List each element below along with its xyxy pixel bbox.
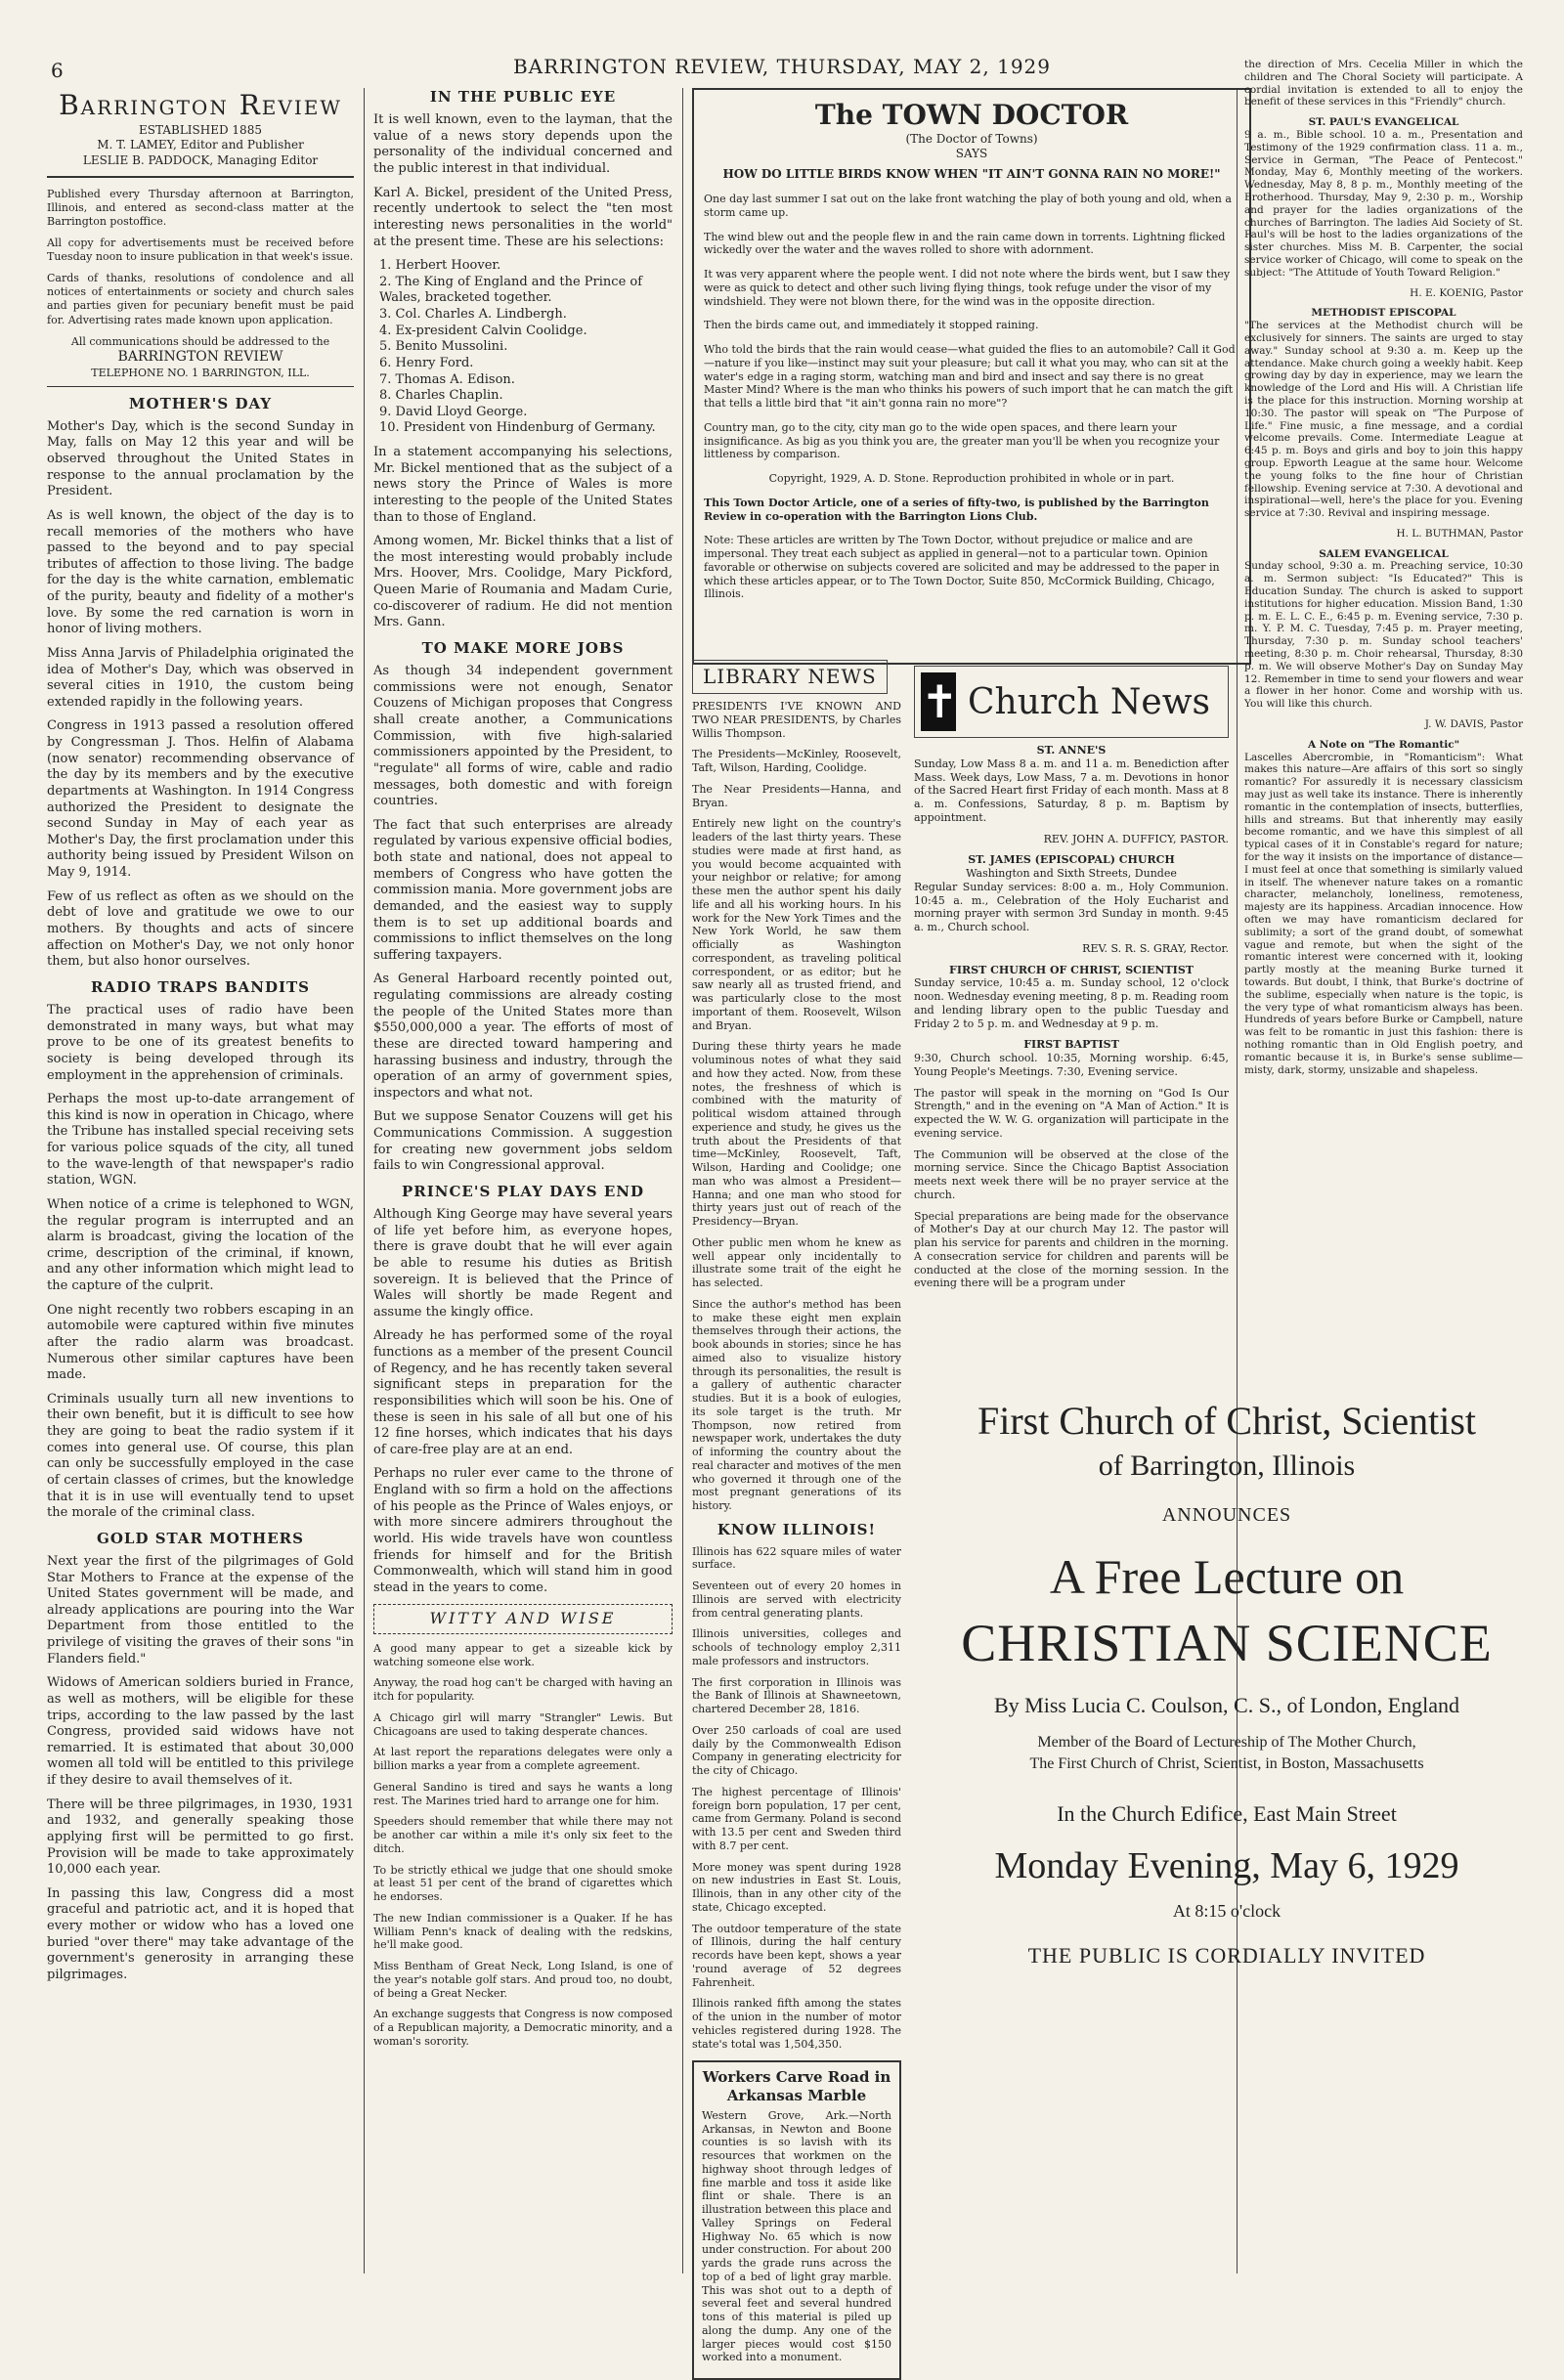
first-baptist-paragraph: The Communion will be observed at the close of the morning service. Since the Chicago Baptist Association meets next week there will be no prayer service at the church. [914, 1147, 1229, 1201]
town-doctor-paragraph: The wind blew out and the people flew in and the rain came down in torrents. Lightning flicked wickedly over the water and the waves rolled to shore with adornment. [704, 230, 1226, 257]
town-doctor-note: This Town Doctor Article, one of a series of fifty-two, is published by the Barrington Review in co-operation with the Barrington Lions Club. [704, 496, 1209, 523]
radio-traps-heading: RADIO TRAPS BANDITS [90, 977, 311, 996]
church-news-banner [914, 666, 1229, 738]
st-james-address: Washington and Sixth Streets, Dundee [966, 867, 1177, 880]
witty-item: The new Indian commissioner is a Quaker. If he has William Penn's knack of dealing with the redskins, he'll make good. [373, 1911, 673, 1952]
st-annes-text: Sunday, Low Mass 8 a. m. and 11 a. m. Benediction after Mass. Week days, Low Mass, 7 a. m. Devotions in honor of the Sacred Heart first Friday of each month. Mass at 8 a. m. Confessions, Saturday, 8 p. m. Baptism by appointment. [914, 757, 1229, 824]
cards-note: Cards of thanks, resolutions of condolence and all notices of entertainments or society and church sales and parties given for pecuniary benefit must be paid for. Advertising rates made known upon application. [47, 272, 354, 326]
library-column [692, 660, 901, 2364]
st-pauls-heading: ST. PAUL'S EVANGELICAL [1308, 116, 1459, 129]
church-news-title: Church News [968, 681, 1211, 722]
town-doctor-paragraph: One day last summer I sat out on the lake front watching the play of both young and old, when a storm came up. [704, 193, 1232, 219]
library-book-title: PRESIDENTS I'VE KNOWN AND TWO NEAR PRESIDENTS, by Charles Willis Thompson. [692, 700, 901, 740]
romantic-text: Lascelles Abercrombie, in "Romanticism": What makes this nature—Are affairs of this sort so singly romantic? For assuredly it is necessary classicism may just as well take its instance. There is inherently romantic in the contemplation of insects, butterflies, hills and streams. But that inherently may easily become romantic, and we have this simplest of all typical cases of it in Constable's regard for nature; for the way it insists on the importance of distance—I must feel at once that something is similarly valued in itself. The whenever nature takes on a romantic character, melancholy, loneliness, remoteness, majesty are its happiness. Arcadian innocence. How often we may have romanticism declared for sublimity; a sort of the grand doubt, of somewhat vague and remote, but when the sight of the romantic interest were concerned with it, looking partly mostly at the meaning Burke turned it towards. But doubt, I think, that Burke's doctrine of the sublime, especially when nature is the topic, is the very type of what romanticism always has been. Hundreds of years before Burke or Campbell, nature was felt to be romantic in just this fashion: there is nothing romantic than in Old English poetry, and romantic because it is, in Burke's sense sublime—misty, dark, stormy, unsizable and shapeless. [1244, 751, 1523, 1076]
library-presidents: The Presidents—McKinley, Roosevelt, Taft, Wilson, Harding, Coolidge. [692, 748, 901, 774]
first-baptist-text: 9:30, Church school. 10:35, Morning worship. 6:45, Young People's Meetings. 7:30, Evening service. [914, 1052, 1229, 1078]
gold-star-heading: GOLD STAR MOTHERS [97, 1529, 304, 1547]
ads-note: All copy for advertisements must be received before Tuesday noon to insure publication in that week's issue. [47, 237, 354, 264]
st-james-heading: ST. JAMES (EPISCOPAL) CHURCH [968, 853, 1175, 867]
announcement-christian-science: CHRISTIAN SCIENCE [961, 1614, 1493, 1672]
radio-traps-paragraph: Criminals usually turn all new inventions to their own benefit, but it is difficult to see how they are going to beat the radio system if it comes into general use. Of course, this plan can only be successfully employed in the case of certain classes of crimes, but the knowledge that it is in use will eventually tend to upset the morale of the criminal class. [47, 1391, 354, 1521]
announcement-invitation: THE PUBLIC IS CORDIALLY INVITED [1027, 1942, 1426, 1968]
town-doctor-heading: HOW DO LITTLE BIRDS KNOW WHEN "IT AIN'T GONNA RAIN NO MORE!" [722, 167, 1221, 181]
masthead-editor: M. T. LAMEY, Editor and Publisher [97, 138, 304, 152]
list-item: 2. The King of England and the Prince of Wales, bracketed together. [379, 274, 643, 306]
announcement-board-line: The First Church of Christ, Scientist, in Boston, Massachusetts [1029, 1755, 1424, 1773]
publication-note: Published every Thursday afternoon at Barrington, Illinois, and entered as second-class matter at the Barrington postoffice. [47, 187, 354, 229]
list-item: 4. Ex-president Calvin Coolidge. [379, 323, 587, 338]
masthead-managing-editor: LESLIE B. PADDOCK, Managing Editor [82, 152, 319, 167]
public-eye-paragraph: Karl A. Bickel, president of the United Press, recently undertook to select the "ten most interesting news personalities in the world" at the present time. These are his selections: [373, 185, 673, 249]
illinois-fact: Illinois ranked fifth among the states of the union in the number of motor vehicles registered during 1928. The state's total was 1,504,350. [692, 1997, 901, 2051]
radio-traps-paragraph: Perhaps the most up-to-date arrangement of this kind is now in operation in Chicago, where the Tribune has installed special receiving sets for various police squads of the city, all tuned to the wave-length of that newspaper's radio station, WGN. [47, 1092, 354, 1189]
town-doctor-copyright: Copyright, 1929, A. D. Stone. Reproduction prohibited in whole or in part. [768, 472, 1175, 485]
radio-traps-paragraph: The practical uses of radio have been demonstrated in many ways, but what may prove to be one of its greatest benefits to society is being developed through its employment in the apprehension of criminals. [47, 1003, 354, 1083]
st-annes-heading: ST. ANNE'S [1036, 744, 1107, 757]
town-doctor-paragraph: It was very apparent where the people went. I did not note where the birds went, but I saw they were as quick to detect and other such living flying things, took refuge under the visor of my windshield. They were not blown there, for the wind was in the opposite direction. [704, 268, 1231, 308]
radio-traps-paragraph: One night recently two robbers escaping in an automobile were captured within five minutes after the radio alarm was broadcast. Numerous other similar captures have been made. [47, 1302, 354, 1383]
column-1 [47, 88, 354, 2273]
st-pauls-pastor: H. E. KOENIG, Pastor [1410, 286, 1523, 299]
announcement-church-name: First Church of Christ, Scientist [978, 1399, 1476, 1443]
st-annes-pastor: REV. JOHN A. DUFFICY, PASTOR. [1043, 832, 1229, 845]
witty-item: To be strictly ethical we judge that one should smoke at least 51 per cent of the brand of cigarettes which he endorses. [373, 1863, 673, 1904]
library-paragraph: During these thirty years he made voluminous notes of what they said and how they acted. Now, from these notes, the freshness of which is combined with the maturity of political wisdom attained through experience and study, he gives us the truth about the Presidents of that time—McKinley, Roosevelt, Taft, Wilson, Harding and Coolidge; one man who was almost a President—Hanna; and one man who stood for thirty years just out of reach of the Presidency—Bryan. [692, 1040, 901, 1228]
masthead [47, 88, 354, 178]
princes-play-paragraph: Perhaps no ruler ever came to the throne of England with so firm a hold on the affections of his people as the Prince of Wales enjoys, or with more sincere admirers throughout the world. His wide travels have won countless friends for himself and for the British Commonwealth, which will stand him in good stead in the years to come. [373, 1466, 673, 1595]
more-jobs-paragraph: As General Harboard recently pointed out, regulating commissions are already costing the people of the United States more than $550,000,000 a year. The efforts of most of these are directed toward hampering and harassing business and industry, through the operation of an army of government spies, inspectors and what not. [373, 972, 673, 1101]
witty-item: Speeders should remember that while there may not be another car within a mile it's only six feet to the ditch. [373, 1815, 673, 1855]
radio-traps-paragraph: When notice of a crime is telephoned to WGN, the regular program is interrupted and an alarm is broadcast, giving the location of the crime, description of the criminal, if known, and any other information which might lead to the capture of the culprit. [47, 1196, 354, 1294]
announcement-free-lecture: A Free Lecture on [1049, 1549, 1405, 1604]
first-baptist-heading: FIRST BAPTIST [1023, 1038, 1119, 1052]
workers-box [692, 2060, 901, 2380]
illinois-fact: Seventeen out of every 20 homes in Illinois are served with electricity from central generating plants. [692, 1579, 901, 1620]
library-paragraph: Entirely new light on the country's leaders of the last thirty years. These studies were made at first hand, as you would become acquainted with your neighbor or relative; for among these men the author spent his daily life and all his working hours. In his work for the New York Times and the New York World, he saw them officially as Washington correspondent, as traveling political correspondent, or as editor; but he saw nearly all as trusted friend, and was particularly close to the most important of them. Roosevelt, Wilson and Bryan. [692, 817, 901, 1032]
town-doctor-paragraph: Then the birds came out, and immediately it stopped raining. [704, 319, 1039, 332]
illinois-fact: The highest percentage of Illinois' foreign born population, 17 per cent, came from Germany. Poland is second with 13.5 per cent and Sweden third with 8.7 per cent. [692, 1785, 901, 1852]
salem-pastor: J. W. DAVIS, Pastor [1424, 718, 1523, 731]
announcement-time: At 8:15 o'clock [1172, 1900, 1282, 1921]
column-rule [682, 88, 683, 2273]
running-head: BARRINGTON REVIEW, THURSDAY, MAY 2, 1929 [512, 55, 1052, 78]
town-doctor-paragraph: Country man, go to the city, city man go to the wide open spaces, and there learn your insignificance. As big as you think you are, the greater man you'll be when you recognize your littleness by comparison. [704, 420, 1220, 461]
gold-star-paragraph: There will be three pilgrimages, in 1930, 1931 and 1932, and generally speaking those applying first will be permitted to go first. Provision will be made to take approximately 10,000 each year. [47, 1796, 354, 1878]
mothers-day-paragraph: As is well known, the object of the day is to recall memories of the mothers who have passed to the beyond and to pay special tributes of affection to those living. The badge for the day is the white carnation, emblematic of the purity, beauty and fidelity of a mother's love. By some the red carnation is worn in honor of living mothers. [47, 507, 354, 637]
column-rule [364, 88, 365, 2273]
first-church-text: Sunday service, 10:45 a. m. Sunday school, 12 o'clock noon. Wednesday evening meeting, 8 p. m. Reading room and lending library open to the public Tuesday and Friday 2 to 5 p. m. and Wednesday at 9 p. m. [914, 976, 1229, 1030]
first-baptist-paragraph: Special preparations are being made for the observance of Mother's Day at our church May 12. The pastor will plan his service for parents and children in the morning. A consecration service for children and parents will be conducted at the close of the morning session. In the evening there will be a program under [914, 1209, 1229, 1290]
gold-star-paragraph: In passing this law, Congress did a most graceful and patriotic act, and it is hoped that every mother or widow who has a loved one buried "over there" may take advantage of the government's generosity in arranging these pilgrimages. [47, 1885, 354, 1982]
illinois-fact: Over 250 carloads of coal are used daily by the Commonwealth Edison Company in generating electricity for the city of Chicago. [692, 1723, 901, 1777]
masthead-established: ESTABLISHED 1885 [139, 122, 262, 137]
library-paragraph: Since the author's method has been to make these eight men explain themselves through their actions, the book abounds in stories; since he has aimed also to visualize history through its personalities, the result is a gallery of authentic character studies. But it is a book of eulogies, its sole target is the truth. Mr Thompson, now retired from newspaper work, undertakes the duty of informing the country about the real character and motives of the men who governed it through one of the most pregnant generations of its history. [692, 1297, 901, 1512]
list-item: 1. Herbert Hoover. [379, 258, 501, 274]
workers-title: Workers Carve Road in Arkansas Marble [702, 2068, 891, 2104]
illinois-fact: More money was spent during 1928 on new industries in East St. Louis, Illinois, than in any other city of the state, Chicago excepted. [692, 1860, 901, 1914]
library-near-presidents: The Near Presidents—Hanna, and Bryan. [692, 782, 901, 809]
workers-text: Western Grove, Ark.—North Arkansas, in Newton and Boone counties is so lavish with its resources that workmen on the highway shoot through ledges of fine marble and toss it aside like flint or shale. There is an illustration between this place and Valley Springs on Federal Highway No. 65 which is now under construction. For about 200 yards the grade runs across the top of a bed of light gray marble. This was shot out to a depth of several feet and several hundred tons of this material is piled up along the dump. Any one of the larger pieces would cost $150 worked into a monument. [702, 2108, 891, 2364]
list-item: 9. David Lloyd George. [379, 404, 528, 419]
list-item: 3. Col. Charles A. Lindbergh. [379, 307, 567, 323]
town-doctor-subtitle: (The Doctor of Towns) [905, 132, 1038, 146]
right-column [1244, 59, 1523, 1368]
announcement-announces: ANNOUNCES [1161, 1504, 1292, 1526]
witty-item: A good many appear to get a sizeable kick by watching someone else work. [373, 1641, 673, 1668]
announcement-date: Monday Evening, May 6, 1929 [994, 1844, 1459, 1886]
list-item: 5. Benito Mussolini. [379, 339, 508, 355]
mothers-day-paragraph: Miss Anna Jarvis of Philadelphia originated the idea of Mother's Day, which was observed in several cities in 1910, the custom being extended rapidly in the following years. [47, 645, 354, 710]
princes-play-paragraph: Already he has performed some of the royal functions as a member of the present Council of Regency, and he has recently taken several significant steps in preparation for the responsibilities which will soon be his. One of these is seen in his sale of all but one of his 12 fine horses, which indicates that his days of care-free play are at an end. [373, 1328, 673, 1457]
witty-item: A Chicago girl will marry "Strangler" Lewis. But Chicagoans are used to taking desperate chances. [373, 1710, 673, 1738]
methodist-heading: METHODIST EPISCOPAL [1311, 307, 1456, 320]
library-paragraph: Other public men whom he knew as well appear only incidentally to illustrate some trait of the eight he has selected. [692, 1235, 901, 1289]
st-pauls-text: 9 a. m., Bible school. 10 a. m., Presentation and Testimony of the 1929 confirmation class. 11 a. m., Service in German, "The Peace of Pentecost." Monday, May 6, Monthly meeting of the workers. Wednesday, May 8, 8 p. m., Monthly meeting of the Brotherhood. Thursday, May 9, 2:30 p. m., Worship and prayer for the ladies organizations of the churches of Barrington. The ladies Aid Society of St. Paul's will be host to the ladies organizations of the sister churches. Miss M. B. Carpenter, the social service worker of Chicago, will come to speak on the subject: "The Attitude of Youth Toward Religion." [1244, 128, 1523, 279]
library-news-heading: LIBRARY NEWS [692, 660, 888, 694]
announcement-venue: In the Church Edifice, East Main Street [1057, 1800, 1397, 1826]
announcement-speaker: By Miss Lucia C. Coulson, C. S., of London, England [993, 1693, 1460, 1717]
illinois-fact: Illinois has 622 square miles of water surface. [692, 1544, 901, 1572]
town-doctor-box [692, 88, 1251, 665]
mothers-day-paragraph: Few of us reflect as often as we should on the debt of love and gratitude we owe to our mothers. By thoughts and acts of sincere affection on Mother's Day, we not only honor them, but also honor ourselves. [47, 888, 354, 970]
list-item: 6. Henry Ford. [379, 355, 474, 370]
town-doctor-paragraph: Who told the birds that the rain would cease—what guided the flies to an automobile? Call it God—nature if you like—instinct may suit your pleasure; but call it what you may, who can sit at the water's edge in a raging storm, watching man and bird and insect and say there is no great Master Mind? Where is the man who thinks his powers of such import that he can match the gift that tells a little bird that "it ain't gonna rain no more"? [704, 343, 1236, 410]
princes-play-paragraph: Although King George may have several years of life yet before him, as everyone hopes, there is grave doubt that he will ever again be able to resume his duties as British sovereign. It is believed that the Prince of Wales will shortly be made Regent and assume the kingly office. [373, 1207, 673, 1320]
announcement-board-line: Member of the Board of Lectureship of The Mother Church, [1037, 1734, 1416, 1751]
masthead-title: Barrington Review [59, 89, 342, 121]
public-eye-paragraph: Among women, Mr. Bickel thinks that a list of the most interesting would probably include Mrs. Hoover, Mrs. Coolidge, Mary Pickford, Queen Marie of Roumania and Madam Curie, co-discoverer of radium. He did not mention Mrs. Gann. [373, 534, 673, 630]
town-doctor-title: The TOWN DOCTOR [814, 99, 1129, 131]
methodist-text: "The services at the Methodist church will be exclusively for sinners. The saints are urged to stay away." Sunday school at 9:30 a. m. Keep up the attendance. Make church going a weekly habit. Keep growing day by day in experience, may we learn the knowledge of the Lord and His will. A Christian life is the place for this instruction. Morning worship at 10:30. The pastor will speak on "The Purpose of Life." Fine music, a fine message, and a cordial welcome prevails. Come. Intermediate League at 6:45 p. m. Boys and girls and boy to join this happy group. Epworth League at the same hour. Welcome the young folks to the fine hour of Christian fellowship. Evening service at 7:30. A devotional and inspirational—well, here's the place for you. Evening service at 7:30. Revival and inspiring message. [1244, 320, 1523, 520]
princes-play-heading: PRINCE'S PLAY DAYS END [402, 1182, 644, 1200]
address-name: BARRINGTON REVIEW [117, 348, 283, 365]
salem-heading: SALEM EVANGELICAL [1319, 547, 1449, 560]
more-jobs-paragraph: But we suppose Senator Couzens will get his Communications Commission. A suggestion for creating new government jobs seldom fails to win Congressional approval. [373, 1109, 673, 1174]
more-jobs-paragraph: As though 34 independent government commissions were not enough, Senator Couzens of Michigan proposes that Congress shall create another, a Communications Commission, with five high-salaried commissioners appointed by the President, to "regulate" all forms of wire, cable and radio messages, both domestic and with foreign countries. [373, 664, 673, 809]
witty-wise-heading: WITTY AND WISE [373, 1604, 673, 1633]
salem-text: Sunday school, 9:30 a. m. Preaching service, 10:30 a. m. Sermon subject: "Is Educated?" This is Education Sunday. The church is asked to support institutions for higher education. Mission Band, 1:30 p. m. E. L. C. E., 6:45 p. m. Evening service, 7:30 p. m. Y. P. M. C. Tuesday, 7:45 p. m. Prayer meeting, Thursday, 7:30 p. m. Sunday school teachers' meeting, 8:30 p. m. Choir rehearsal, Thursday, 8:30 p. m. We will observe Mother's Day on Sunday May 12. Remember in time to send your flowers and wear a flower in her honor. Come and worship with us. You will like this church. [1244, 560, 1523, 711]
list-item: 10. President von Hindenburg of Germany. [379, 420, 656, 436]
public-eye-heading: IN THE PUBLIC EYE [429, 88, 617, 106]
witty-item: An exchange suggests that Congress is now composed of a Republican majority, a Democratic minority, and a woman's sorority. [373, 2008, 673, 2048]
cross-icon: ✝ [921, 672, 956, 731]
news-personalities-list [379, 258, 673, 437]
witty-item: Anyway, the road hog can't be charged with having an itch for popularity. [373, 1676, 673, 1704]
st-james-rector: REV. S. R. S. GRAY, Rector. [1082, 941, 1229, 955]
methodist-pastor: H. L. BUTHMAN, Pastor [1396, 527, 1523, 540]
more-jobs-paragraph: The fact that such enterprises are already regulated by various expensive official bodies, both state and national, does not appeal to members of Congress who have gotten the commission mania. More government jobs are demanded, and the easiest way to supply them is to set up additional boards and commissions to inflict themselves on the long suffering taxpayers. [373, 817, 673, 963]
more-jobs-heading: TO MAKE MORE JOBS [421, 638, 625, 657]
first-church-heading: FIRST CHURCH OF CHRIST, SCIENTIST [949, 963, 1194, 976]
church-news-column [914, 660, 1229, 1363]
public-eye-paragraph: In a statement accompanying his selections, Mr. Bickel mentioned that as the subject of a news story the Prince of Wales is more interesting to the people of the United States than to those of England. [373, 445, 673, 525]
know-illinois-heading: KNOW ILLINOIS! [717, 1520, 877, 1538]
lecture-announcement [938, 1398, 1515, 1969]
mothers-day-paragraph: Congress in 1913 passed a resolution offered by Congressman J. Thos. Helfin of Alabama (now senator) recommending observance of the day by its members and by the executive departments at Washington. In 1914 Congress authorized the President to designate the second Sunday in May of each year as Mother's Day, the first proclamation under this authority being issued by President Wilson on May 9, 1914. [47, 718, 354, 881]
witty-item: General Sandino is tired and says he wants a long rest. The Marines tried hard to arrange one for him. [373, 1780, 673, 1807]
witty-item: At last report the reparations delegates were only a billion marks a year from a complete agreement. [373, 1746, 673, 1773]
announcement-board [938, 1732, 1515, 1776]
announcement-location: of Barrington, Illinois [1098, 1450, 1356, 1482]
illinois-fact: Illinois universities, colleges and schools of technology employ 2,311 male professors and instructors. [692, 1627, 901, 1667]
public-eye-paragraph: It is well known, even to the layman, that the value of a news story depends upon the personality of the individual concerned and the public interest in that individual. [373, 112, 673, 177]
mothers-day-paragraph: Mother's Day, which is the second Sunday in May, falls on May 12 this year and will be observed throughout the United States in response to the annual proclamation by the President. [47, 418, 354, 499]
romantic-heading: A Note on "The Romantic" [1307, 738, 1460, 751]
illinois-fact: The first corporation in Illinois was the Bank of Illinois at Shawneetown, chartered December 28, 1816. [692, 1675, 901, 1715]
town-doctor-says: SAYS [955, 147, 988, 160]
mothers-day-heading: MOTHER'S DAY [128, 394, 273, 412]
page-number: 6 [51, 59, 64, 82]
communications-note: All communications should be addressed to the [70, 334, 330, 348]
witty-wise-list [373, 1642, 673, 2049]
list-item: 7. Thomas A. Edison. [379, 371, 515, 387]
st-james-text: Regular Sunday services: 8:00 a. m., Holy Communion. 10:45 a. m., Celebration of the Holy Eucharist and morning prayer with sermon 3rd Sunday in month. 9:45 a. m., Church school. [914, 880, 1229, 933]
witty-item: Miss Bentham of Great Neck, Long Island, is one of the year's notable golf stars. And proud too, no doubt, of being a Great Necker. [373, 1960, 673, 2000]
baptist-continued: the direction of Mrs. Cecelia Miller in which the children and The Choral Society will participate. A cordial invitation is extended to all to enjoy the benefit of these services in this "Friendly" church. [1244, 59, 1523, 108]
gold-star-paragraph: Widows of American soldiers buried in France, as well as mothers, will be eligible for these trips, according to the law passed by the last Congress, provided said widows have not remarried. It is estimated that about 30,000 women all told will be entitled to this privilege if they desire to avail themselves of it. [47, 1675, 354, 1789]
illinois-fact: The outdoor temperature of the state of Illinois, during the half century records have been kept, shows a year 'round average of 52 degrees Fahrenheit. [692, 1922, 901, 1989]
first-baptist-paragraph: The pastor will speak in the morning on "God Is Our Strength," and in the evening on "A Man of Action." It is expected the W. W. G. organization will participate in the evening service. [914, 1086, 1229, 1140]
list-item: 8. Charles Chaplin. [379, 388, 503, 404]
address-line: TELEPHONE NO. 1 BARRINGTON, ILL. [47, 367, 354, 387]
gold-star-paragraph: Next year the first of the pilgrimages of Gold Star Mothers to France at the expense of the United States government will be made, and already applications are pouring into the War Department from those entitled to the privilege of visiting the graves of their sons "in Flanders field." [47, 1553, 354, 1666]
column-2 [373, 88, 673, 2273]
town-doctor-note: Note: These articles are written by The Town Doctor, without prejudice or malice and are impersonal. They treat each subject as applied in general—not to a particular town. Opinion favorable or otherwise on subjects covered are solicited and may be addressed to the paper in which these articles appear, or to The Town Doctor, Suite 850, McCormick Building, Chicago, Illinois. [704, 534, 1220, 601]
